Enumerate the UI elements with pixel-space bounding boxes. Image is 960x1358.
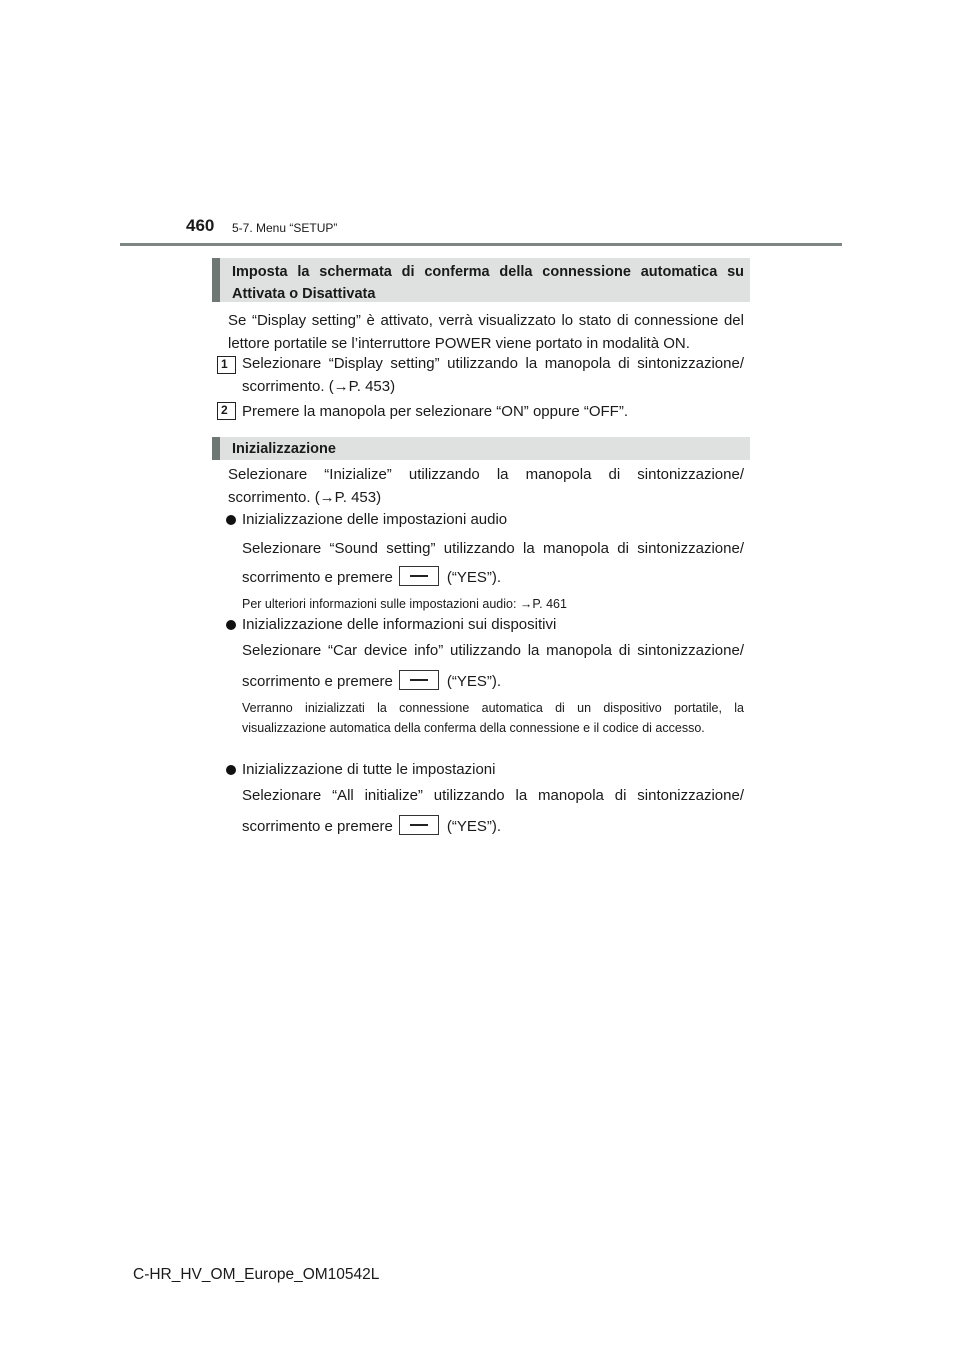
- note-text: Verranno inizializzati la connessione automatica di un dispositivo portatile, la visualizzazione automatica della conferma della connessione e il codice di accesso.: [242, 701, 744, 735]
- section-title: 5-7. Menu “SETUP”: [232, 221, 338, 235]
- page-number: 460: [186, 216, 215, 235]
- instruction-line: [242, 815, 744, 838]
- section-intro-paragraph: Se “Display setting” è attivato, verrà visualizzato lo stato di connessione del lettore portatile se l’interruttore POWER viene portato in modalità ON.: [228, 312, 744, 352]
- instruction-line: Selezionare “All initialize” utilizzando la manopola di sintonizzazione/: [242, 787, 744, 804]
- step-number-badge: 2: [217, 402, 236, 420]
- button-icon: [399, 566, 439, 586]
- bullet-icon: [226, 620, 236, 630]
- section-intro-line: Selezionare “Inizialize” utilizzando la manopola di sintonizzazione/: [228, 466, 744, 483]
- bullet-icon: [226, 765, 236, 775]
- instruction-text: scorrimento e premere: [242, 673, 393, 690]
- button-icon: [399, 815, 439, 835]
- section-heading-initialization: Inizializzazione: [212, 437, 750, 460]
- instruction-line: [242, 566, 744, 589]
- bullet-icon: [226, 515, 236, 525]
- instruction-line: [242, 670, 744, 693]
- section-heading-auto-connection: Imposta la schermata di conferma della connessione automatica su Attivata o Disattivata: [212, 258, 750, 302]
- instruction-text: scorrimento e premere: [242, 818, 393, 835]
- instruction-line: Selezionare “Sound setting” utilizzando la manopola di sintonizzazione/: [242, 540, 744, 557]
- button-icon: [399, 670, 439, 690]
- manual-code: C-HR_HV_OM_Europe_OM10542L: [133, 1266, 380, 1283]
- list-item-title: Inizializzazione delle informazioni sui dispositivi: [242, 616, 557, 633]
- step-text: Selezionare “Display setting” utilizzando la manopola di sintonizzazione/ scorrimento. (→P. 453): [242, 355, 744, 395]
- instruction-text: (“YES”).: [446, 673, 502, 690]
- header-divider: [120, 243, 842, 246]
- instruction-text: (“YES”).: [446, 569, 502, 586]
- list-item-title: Inizializzazione di tutte le impostazioni: [242, 761, 496, 778]
- instruction-line: Selezionare “Car device info” utilizzando la manopola di sintonizzazione/: [242, 642, 744, 659]
- step-text: Premere la manopola per selezionare “ON” oppure “OFF”.: [242, 403, 628, 420]
- list-item-title: Inizializzazione delle impostazioni audio: [242, 511, 508, 528]
- instruction-text: scorrimento e premere: [242, 569, 393, 586]
- section-intro-line: scorrimento. (→P. 453): [228, 489, 382, 506]
- step-number-badge: 1: [217, 356, 236, 374]
- note-text: Per ulteriori informazioni sulle impostazioni audio: →P. 461: [242, 597, 567, 611]
- instruction-text: (“YES”).: [446, 818, 502, 835]
